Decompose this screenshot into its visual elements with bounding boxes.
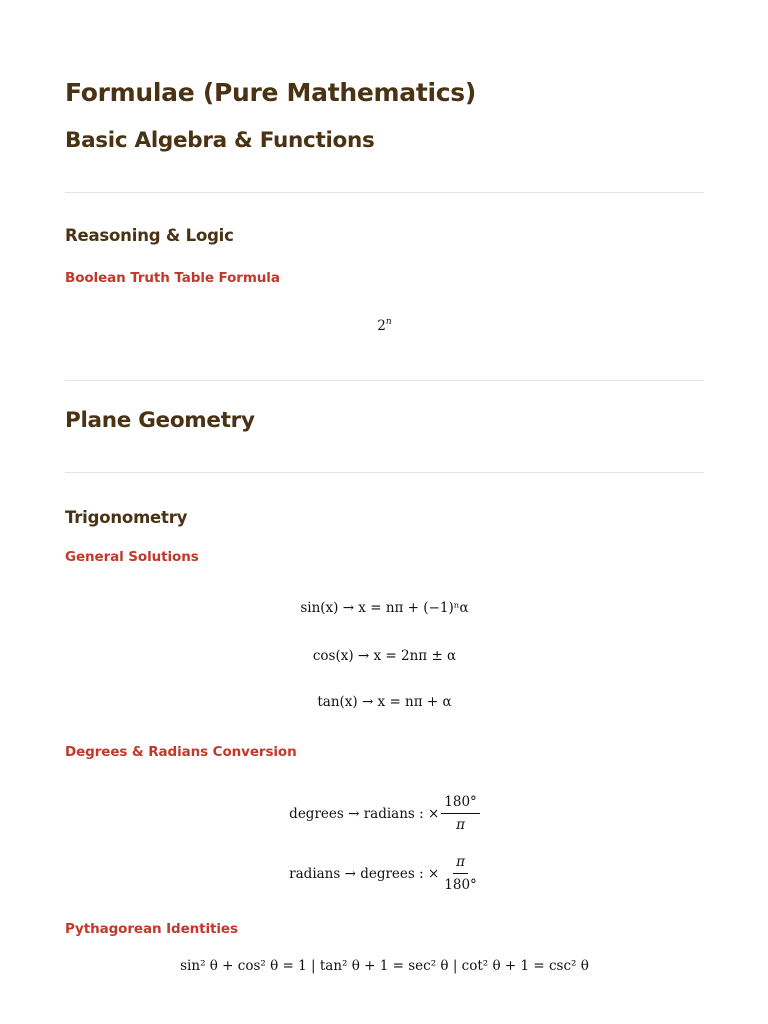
fraction (441, 794, 480, 833)
formula-pythagorean-identities: sin² θ + cos² θ = 1 | tan² θ + 1 = sec² θ | cot² θ + 1 = csc² θ (180, 958, 589, 974)
subsection-heading-reasoning: Reasoning & Logic (65, 226, 234, 245)
divider (65, 380, 704, 381)
fraction-numerator: π (453, 854, 468, 874)
deg-to-rad-label: degrees → radians : × (289, 805, 440, 822)
formula-degrees-to-radians (65, 794, 704, 833)
formula-tan-general-solution: tan(x) → x = nπ + α (317, 694, 452, 710)
formula-heading-general-solutions: General Solutions (65, 549, 199, 565)
boolean-exponent: n (385, 317, 392, 327)
formula-heading-boolean: Boolean Truth Table Formula (65, 270, 280, 286)
section-heading-geometry: Plane Geometry (65, 408, 255, 433)
formula-cos-general-solution: cos(x) → x = 2nπ ± α (312, 648, 457, 664)
formula-sin-general-solution: sin(x) → x = nπ + (−1)ⁿα (300, 600, 469, 616)
divider (65, 192, 704, 193)
fraction-numerator: 180° (441, 794, 480, 814)
rad-to-deg-label: radians → degrees : × (289, 865, 440, 882)
fraction-denominator: π (456, 817, 465, 833)
page-title: Formulae (Pure Mathematics) (65, 78, 476, 107)
formula-heading-conversion: Degrees & Radians Conversion (65, 744, 297, 760)
fraction-denominator: 180° (444, 877, 477, 893)
formula-boolean-truth-table (65, 318, 704, 334)
formula-radians-to-degrees (65, 854, 704, 893)
section-heading-algebra: Basic Algebra & Functions (65, 128, 375, 153)
fraction (441, 854, 480, 893)
divider (65, 472, 704, 473)
formula-heading-pythagorean: Pythagorean Identities (65, 921, 238, 937)
boolean-base: 2 (377, 318, 386, 334)
subsection-heading-trigonometry: Trigonometry (65, 508, 188, 527)
